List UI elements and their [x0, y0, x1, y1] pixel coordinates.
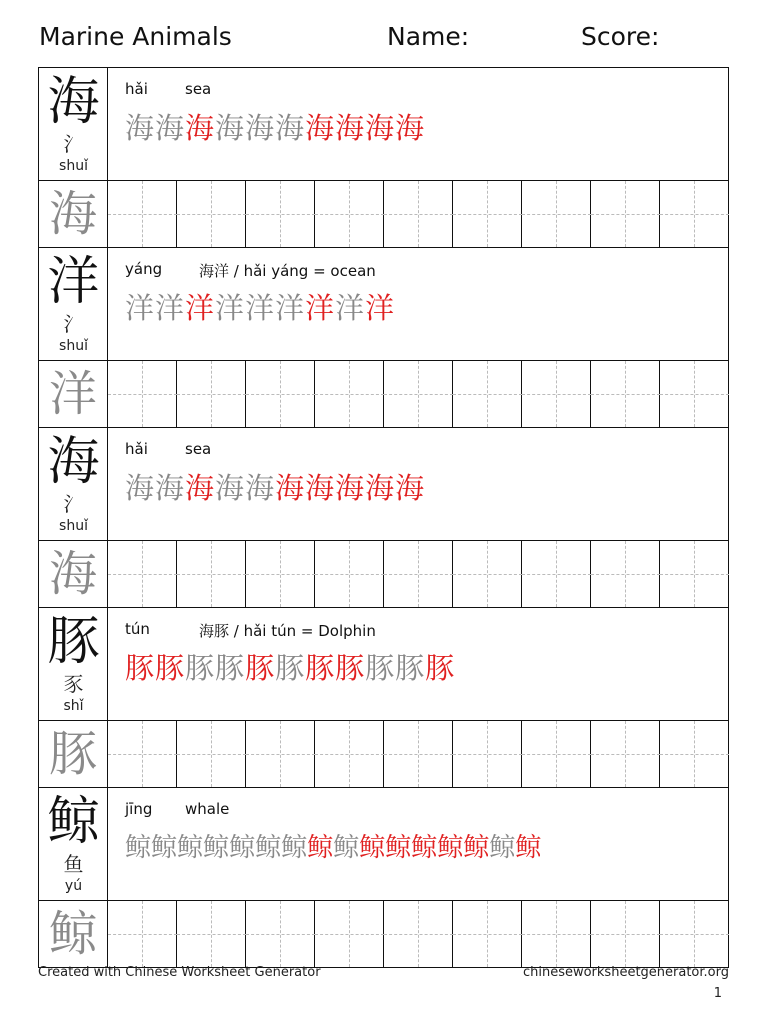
practice-cell[interactable] [453, 361, 522, 427]
character-block [39, 428, 728, 608]
character-block [39, 248, 728, 428]
score-label: Score: [581, 22, 660, 51]
stroke-step: 鲸 [177, 833, 204, 863]
meaning: sea [185, 80, 212, 98]
practice-cell[interactable] [177, 721, 246, 787]
character-info-row [39, 248, 728, 361]
practice-cell[interactable] [177, 901, 246, 967]
stroke-step: 豚 [155, 651, 186, 685]
stroke-step: 海 [275, 471, 306, 505]
practice-cell[interactable] [108, 721, 177, 787]
stroke-step: 鲸 [125, 833, 152, 863]
main-character: 豚 [47, 612, 100, 672]
stroke-step: 海 [245, 471, 276, 505]
practice-cell[interactable] [384, 721, 453, 787]
character-cell [39, 248, 108, 360]
stroke-order-sequence [125, 828, 541, 868]
worksheet-header [0, 22, 768, 58]
practice-cell[interactable] [453, 721, 522, 787]
practice-cell[interactable] [246, 181, 315, 247]
practice-grid-row [39, 541, 728, 608]
practice-cell[interactable] [177, 361, 246, 427]
stroke-step: 海 [155, 111, 186, 145]
stroke-step: 鲸 [385, 833, 412, 863]
practice-cell[interactable] [315, 361, 384, 427]
stroke-step: 海 [185, 111, 216, 145]
character-info-row [39, 68, 728, 181]
radical: 鱼 [63, 852, 84, 876]
stroke-order-sequence [125, 108, 425, 148]
character-block [39, 608, 728, 788]
stroke-step: 洋 [305, 291, 336, 325]
practice-cell[interactable] [384, 901, 453, 967]
stroke-step: 豚 [245, 651, 276, 685]
practice-cell[interactable] [246, 541, 315, 607]
meaning: 海豚 / hǎi tún = Dolphin [199, 622, 376, 640]
stroke-step: 鲸 [229, 833, 256, 863]
stroke-step: 鲸 [307, 833, 334, 863]
practice-cell[interactable] [108, 181, 177, 247]
stroke-step: 洋 [245, 291, 276, 325]
stroke-step: 海 [365, 111, 396, 145]
stroke-step: 豚 [395, 651, 426, 685]
practice-cell[interactable] [591, 541, 660, 607]
stroke-step: 鲸 [463, 833, 490, 863]
character-info-row [39, 428, 728, 541]
character-block [39, 68, 728, 248]
pinyin: tún [125, 620, 150, 638]
stroke-step: 海 [365, 471, 396, 505]
stroke-order-sequence [125, 468, 425, 508]
stroke-step: 洋 [365, 291, 396, 325]
stroke-step: 鲸 [489, 833, 516, 863]
practice-grid-row [39, 721, 728, 788]
stroke-step: 洋 [185, 291, 216, 325]
main-character: 洋 [47, 252, 100, 312]
stroke-step: 豚 [365, 651, 396, 685]
trace-character: 海 [39, 541, 108, 607]
stroke-step: 鲸 [281, 833, 308, 863]
stroke-step: 鲸 [333, 833, 360, 863]
practice-cell[interactable] [246, 901, 315, 967]
page-number: 1 [713, 986, 722, 1001]
main-character: 鲸 [47, 792, 100, 852]
stroke-step: 海 [275, 111, 306, 145]
character-block [39, 788, 728, 967]
stroke-step: 海 [395, 111, 426, 145]
stroke-step: 海 [185, 471, 216, 505]
practice-cell[interactable] [315, 901, 384, 967]
stroke-step: 豚 [305, 651, 336, 685]
main-character: 海 [47, 72, 100, 132]
stroke-order-sequence [125, 288, 395, 328]
stroke-step: 豚 [185, 651, 216, 685]
worksheet-table [38, 67, 729, 968]
character-cell [39, 428, 108, 540]
pinyin: hǎi [125, 80, 148, 98]
stroke-step: 洋 [125, 291, 156, 325]
practice-cell[interactable] [660, 361, 729, 427]
practice-cell[interactable] [453, 901, 522, 967]
practice-cell[interactable] [591, 901, 660, 967]
practice-cell[interactable] [453, 541, 522, 607]
practice-cell[interactable] [384, 361, 453, 427]
stroke-step: 鲸 [437, 833, 464, 863]
practice-cell[interactable] [177, 181, 246, 247]
stroke-step: 鲸 [255, 833, 282, 863]
practice-cell[interactable] [384, 181, 453, 247]
stroke-step: 海 [395, 471, 426, 505]
radical-pinyin: yú [64, 878, 83, 894]
pinyin: hǎi [125, 440, 148, 458]
radical: 氵 [63, 132, 84, 156]
meaning: whale [185, 800, 230, 818]
stroke-step: 海 [125, 111, 156, 145]
practice-cell[interactable] [384, 541, 453, 607]
practice-cell[interactable] [108, 901, 177, 967]
stroke-step: 豚 [215, 651, 246, 685]
stroke-step: 海 [305, 471, 336, 505]
name-label: Name: [387, 22, 470, 51]
radical: 豕 [63, 672, 84, 696]
stroke-step: 洋 [155, 291, 186, 325]
practice-cell[interactable] [108, 361, 177, 427]
practice-cell[interactable] [522, 901, 591, 967]
stroke-step: 鲸 [515, 833, 542, 863]
stroke-step: 鲸 [203, 833, 230, 863]
trace-character: 洋 [39, 361, 108, 427]
practice-cell[interactable] [315, 181, 384, 247]
practice-cell[interactable] [177, 541, 246, 607]
trace-character: 鲸 [39, 901, 108, 967]
stroke-step: 海 [215, 111, 246, 145]
meaning: sea [185, 440, 212, 458]
practice-cell[interactable] [591, 361, 660, 427]
radical: 氵 [63, 312, 84, 336]
practice-cell[interactable] [522, 361, 591, 427]
meaning: 海洋 / hǎi yáng = ocean [199, 262, 376, 280]
stroke-step: 海 [245, 111, 276, 145]
character-cell [39, 68, 108, 180]
footer-credit: Created with Chinese Worksheet Generator [38, 965, 321, 980]
trace-character: 海 [39, 181, 108, 247]
practice-grid-row [39, 361, 728, 428]
stroke-step: 洋 [335, 291, 366, 325]
practice-cell[interactable] [522, 721, 591, 787]
stroke-step: 海 [335, 471, 366, 505]
practice-cell[interactable] [315, 721, 384, 787]
stroke-step: 海 [155, 471, 186, 505]
practice-cell[interactable] [453, 181, 522, 247]
trace-character: 豚 [39, 721, 108, 787]
practice-cell[interactable] [246, 361, 315, 427]
character-cell [39, 608, 108, 720]
stroke-step: 豚 [275, 651, 306, 685]
practice-cell[interactable] [591, 721, 660, 787]
stroke-step: 豚 [425, 651, 456, 685]
footer-website: chineseworksheetgenerator.org [522, 965, 729, 980]
practice-cell[interactable] [522, 181, 591, 247]
worksheet-title: Marine Animals [39, 22, 232, 51]
character-info-row [39, 608, 728, 721]
stroke-step: 海 [125, 471, 156, 505]
practice-cell[interactable] [591, 181, 660, 247]
practice-grid-row [39, 181, 728, 248]
stroke-step: 海 [215, 471, 246, 505]
stroke-step: 鲸 [359, 833, 386, 863]
practice-cell[interactable] [522, 541, 591, 607]
practice-cell[interactable] [315, 541, 384, 607]
pinyin: jīng [125, 800, 153, 818]
practice-cell[interactable] [660, 721, 729, 787]
stroke-step: 鲸 [151, 833, 178, 863]
stroke-step: 豚 [125, 651, 156, 685]
practice-cell[interactable] [660, 901, 729, 967]
practice-cell[interactable] [108, 541, 177, 607]
pinyin: yáng [125, 260, 163, 278]
stroke-step: 洋 [275, 291, 306, 325]
practice-cell[interactable] [660, 181, 729, 247]
main-character: 海 [47, 432, 100, 492]
radical-pinyin: shuǐ [59, 158, 88, 174]
stroke-step: 鲸 [411, 833, 438, 863]
stroke-order-sequence [125, 648, 455, 688]
character-cell [39, 788, 108, 900]
stroke-step: 海 [305, 111, 336, 145]
radical-pinyin: shuǐ [59, 338, 88, 354]
stroke-step: 洋 [215, 291, 246, 325]
character-info-row [39, 788, 728, 901]
practice-cell[interactable] [660, 541, 729, 607]
stroke-step: 豚 [335, 651, 366, 685]
radical: 氵 [63, 492, 84, 516]
practice-cell[interactable] [246, 721, 315, 787]
stroke-step: 海 [335, 111, 366, 145]
radical-pinyin: shuǐ [59, 518, 88, 534]
radical-pinyin: shǐ [63, 698, 84, 714]
practice-grid-row [39, 901, 728, 967]
